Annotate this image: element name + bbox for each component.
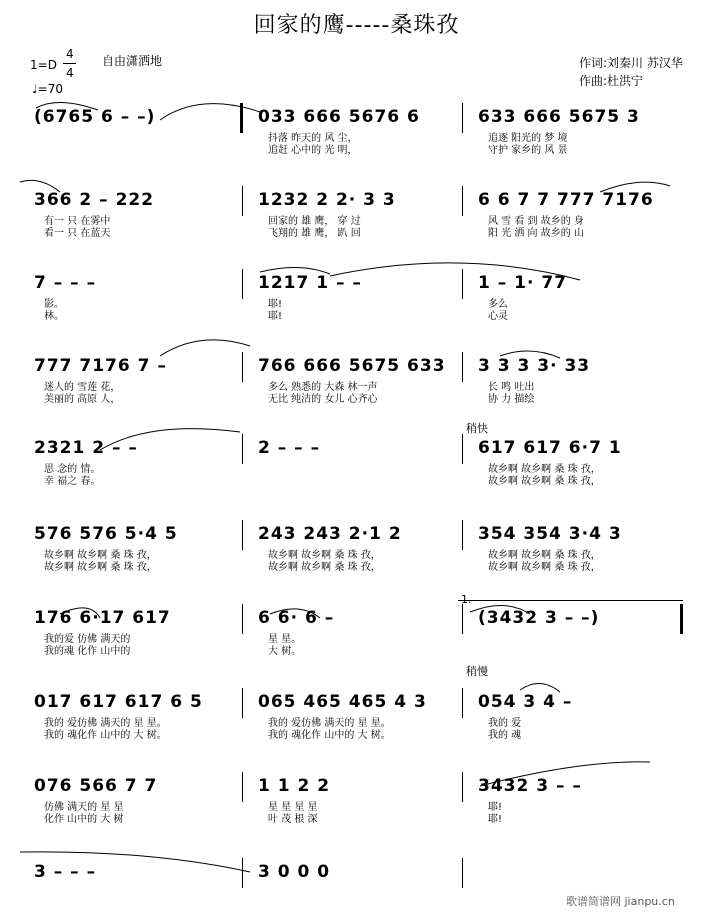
slur: [160, 340, 250, 356]
lyric-line: 我的 魂化作 山中的 大 树。: [44, 730, 167, 741]
bar-line: [242, 688, 243, 718]
lyric-line: 故乡啊 故乡啊 桑 珠 孜，: [268, 562, 381, 573]
tempo-faster-mark: 稍快: [466, 422, 488, 435]
lyric-line: 故乡啊 故乡啊 桑 珠 孜，: [488, 464, 601, 475]
lyric-line: 守护 家乡的 风 景: [488, 145, 568, 156]
measure-notes: 766 666 5675 633: [258, 356, 446, 376]
measure-notes: 017 617 617 6 5: [34, 692, 203, 712]
measure-notes: 576 576 5·4 5: [34, 524, 178, 544]
measure-notes: 7 – – –: [34, 273, 97, 293]
lyric-line: 故乡啊 故乡啊 桑 珠 孜，: [488, 562, 601, 573]
lyric-line: 回家的 雄 鹰， 穿 过: [268, 216, 361, 227]
lyric-line: 我的 魂: [488, 730, 522, 741]
time-signature-line: [63, 63, 76, 64]
key-signature: 1=D: [30, 58, 57, 72]
watermark: 歌谱简谱网 jianpu.cn: [566, 895, 675, 908]
lyric-line: 我的 爱: [488, 718, 522, 729]
lyric-line: 追逐 阳光的 梦 境: [488, 133, 568, 144]
lyric-line: 多么 熟悉的 大森 林一声: [268, 382, 378, 393]
bar-line: [462, 269, 463, 299]
bar-line: [462, 604, 463, 634]
tempo-mark: ♩=70: [32, 82, 63, 96]
bar-line: [242, 604, 243, 634]
lyric-line: 协 力 描绘: [488, 394, 535, 405]
lyric-line: 我的 爱仿佛 满天的 星 星。: [268, 718, 391, 729]
measure-notes: 033 666 5676 6: [258, 107, 420, 127]
lyric-line: 故乡啊 故乡啊 桑 珠 孜，: [488, 476, 601, 487]
measure-notes: 054 3 4 –: [478, 692, 573, 712]
measure-notes: (3432 3 – –): [478, 608, 600, 628]
lyric-line: 迷人的 雪莲 花，: [44, 382, 121, 393]
lyric-line: 心灵: [488, 311, 508, 322]
bar-line: [462, 858, 463, 888]
bar-line: [462, 434, 463, 464]
measure-notes: 3 3 3 3· 33: [478, 356, 591, 376]
bar-line: [462, 103, 463, 133]
bar-line: [462, 186, 463, 216]
lyric-line: 风 雪 看 到 故乡的 身: [488, 216, 584, 227]
measure-notes: 065 465 465 4 3: [258, 692, 427, 712]
measure-notes: 3 – – –: [34, 862, 97, 882]
lyric-line: 故乡啊 故乡啊 桑 珠 孜，: [268, 550, 381, 561]
measure-notes: 633 666 5675 3: [478, 107, 640, 127]
measure-notes: 366 2 – 222: [34, 190, 155, 210]
lyric-line: 耶!: [488, 802, 503, 813]
lyric-line: 林。: [44, 311, 64, 322]
lyric-line: 大 树。: [268, 646, 302, 657]
time-signature-bottom: 4: [66, 66, 74, 80]
bar-line: [242, 352, 243, 382]
lyric-line: 耶!: [268, 311, 283, 322]
bar-line: [242, 858, 243, 888]
lyric-line: 幸 福之 春。: [44, 476, 101, 487]
lyric-line: 故乡啊 故乡啊 桑 珠 孜，: [488, 550, 601, 561]
measure-notes: 3432 3 – –: [478, 776, 582, 796]
lyric-line: 阳 光 洒 向 故乡的 山: [488, 228, 584, 239]
measure-notes: 243 243 2·1 2: [258, 524, 402, 544]
bar-line: [462, 352, 463, 382]
bar-line: [242, 434, 243, 464]
lyric-line: 追赶 心中的 光 明，: [268, 145, 358, 156]
measure-notes: 2321 2 – –: [34, 438, 138, 458]
lyric-line: 我的 爱仿佛 满天的 星 星。: [44, 718, 167, 729]
lyric-line: 有一 只 在雾中: [44, 216, 111, 227]
lyric-line: 抖落 昨天的 风 尘，: [268, 133, 358, 144]
measure-notes: 1 1 2 2: [258, 776, 331, 796]
lyric-line: 星 星 星 星: [268, 802, 318, 813]
lyric-line: 耶!: [268, 299, 283, 310]
lyric-line: 看一 只 在蓝天: [44, 228, 111, 239]
measure-notes: 1232 2 2· 3 3: [258, 190, 396, 210]
lyric-line: 故乡啊 故乡啊 桑 珠 孜，: [44, 550, 157, 561]
bar-line: [242, 269, 243, 299]
lyric-line: 耶!: [488, 814, 503, 825]
bar-line: [462, 520, 463, 550]
lyric-line: 我的爱 仿佛 满天的: [44, 634, 131, 645]
slur: [520, 683, 560, 692]
bar-line: [462, 772, 463, 802]
measure-notes: 617 617 6·7 1: [478, 438, 622, 458]
lyric-line: 无比 纯洁的 女儿 心齐心: [268, 394, 378, 405]
lyric-line: 我的 魂化作 山中的 大 树。: [268, 730, 391, 741]
slur: [160, 104, 260, 120]
bar-line: [242, 186, 243, 216]
volta-line: [458, 600, 683, 601]
bar-line: [242, 520, 243, 550]
lyric-line: 影。: [44, 299, 64, 310]
lyric-line: 多么: [488, 299, 508, 310]
lyric-line: 化作 山中的 大 树: [44, 814, 124, 825]
measure-notes: 1 – 1· 77: [478, 273, 568, 293]
lyricist-credit: 作词:刘秦川 苏汉华: [579, 56, 683, 70]
lyric-line: 美丽的 高原 人，: [44, 394, 121, 405]
tempo-slower-mark: 稍慢: [466, 665, 488, 678]
measure-notes: 6 6· 6 –: [258, 608, 335, 628]
lyric-line: 飞翔的 雄 鹰， 趴 回: [268, 228, 361, 239]
style-mark: 自由潇洒地: [102, 54, 163, 68]
lyric-line: 我的魂 化作 山中的: [44, 646, 131, 657]
composer-credit: 作曲:杜洪宁: [579, 74, 644, 88]
lyric-line: 叶 茂 根 深: [268, 814, 318, 825]
lyric-line: 长 鸣 吐出: [488, 382, 535, 393]
repeat-barline: [240, 103, 243, 133]
measure-notes: 1217 1 – –: [258, 273, 362, 293]
lyric-line: 思 念的 情。: [44, 464, 101, 475]
lyric-line: 仿佛 满天的 星 星: [44, 802, 124, 813]
measure-notes: 6 6 7 7 777 7176: [478, 190, 654, 210]
measure-notes: 777 7176 7 –: [34, 356, 167, 376]
song-title: 回家的鹰-----桑珠孜: [253, 13, 460, 38]
lyric-line: 故乡啊 故乡啊 桑 珠 孜，: [44, 562, 157, 573]
bar-line: [462, 688, 463, 718]
bar-line: [242, 772, 243, 802]
measure-notes: 076 566 7 7: [34, 776, 158, 796]
measure-notes: 3 0 0 0: [258, 862, 331, 882]
time-signature-top: 4: [66, 47, 74, 61]
lyric-line: 星 星。: [268, 634, 302, 645]
measure-notes: 176 6·17 617: [34, 608, 171, 628]
end-repeat-barline: [680, 604, 683, 634]
measure-notes: 354 354 3·4 3: [478, 524, 622, 544]
measure-notes: (6765 6 – –): [34, 107, 156, 127]
measure-notes: 2 – – –: [258, 438, 321, 458]
